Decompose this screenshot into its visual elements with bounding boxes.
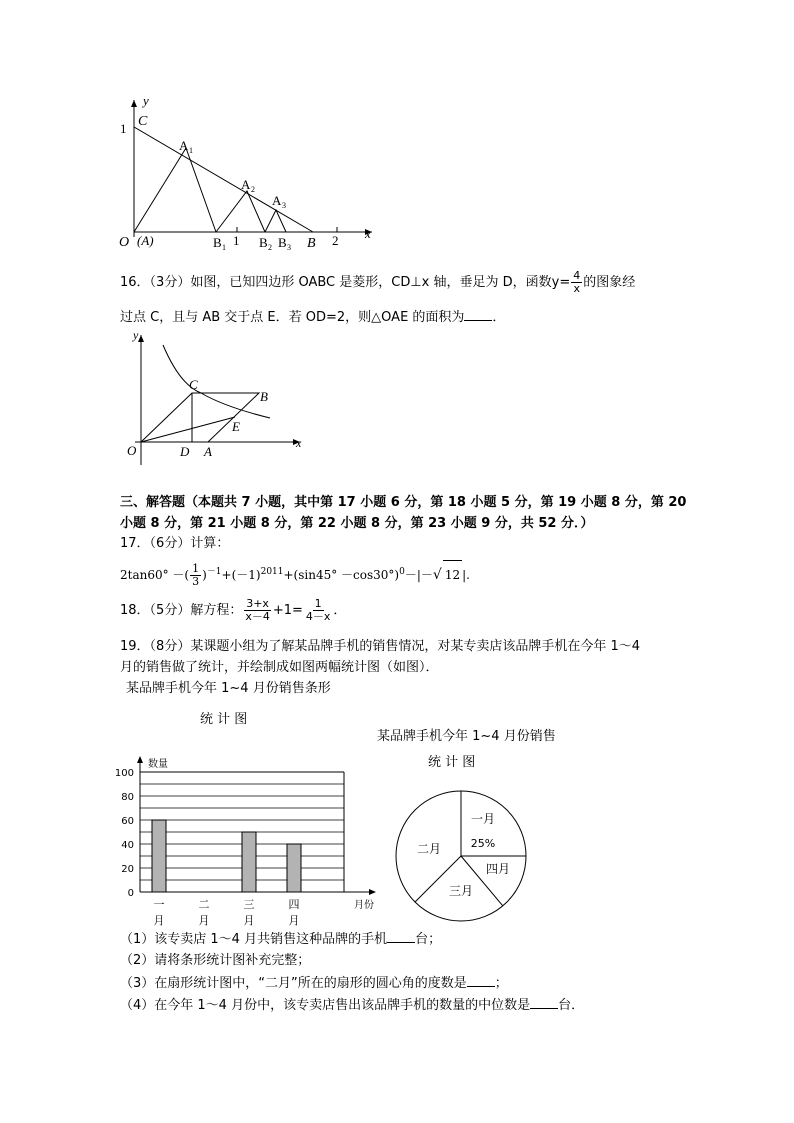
bar-4	[287, 844, 301, 892]
q19-sub1	[120, 930, 441, 949]
label-c: C	[138, 114, 148, 129]
q17-exp-2: 2011	[260, 567, 284, 577]
q16-text-4: ．	[492, 310, 506, 325]
label-e: E	[232, 419, 240, 434]
label-origin: O	[119, 235, 130, 250]
y-label: y	[133, 328, 139, 342]
pie-chart	[390, 780, 540, 930]
q18-line	[120, 598, 346, 624]
y-tick-1: 1	[120, 121, 127, 136]
q18-frac1-num: 3+x	[246, 597, 269, 610]
y-tick-label: 80	[121, 792, 134, 803]
q17-label: 17．（6分）计算：	[120, 536, 230, 551]
q16-text-2: 的图象经	[583, 275, 636, 290]
q19-line1: 19．（8分）某课题小组为了解某品牌手机的销售情况，对某专卖店该品牌手机在今年 1～4	[120, 639, 640, 654]
q16-text-1: 16．（3分）如图，已知四边形 OABC 是菱形，CD⊥x 轴，垂足为 D，函数	[120, 275, 552, 290]
q17-frac-num: 1	[192, 562, 200, 575]
bar-1	[152, 820, 166, 892]
label-b1-sub: 1	[222, 243, 226, 252]
bar-3	[242, 832, 256, 892]
q18-fraction-2	[304, 598, 333, 623]
y-axis-label: y	[143, 93, 149, 108]
triangle-1	[134, 148, 216, 232]
q17-exp-3: 0	[399, 567, 405, 577]
q17-part-3: +(－1)	[221, 568, 261, 582]
q19-sub3-blank[interactable]	[467, 974, 495, 987]
label-a1: A	[179, 138, 189, 153]
pie-slice-label: 三月	[448, 884, 474, 898]
q16-frac-num: 4	[573, 269, 581, 282]
bar-chart	[112, 752, 384, 932]
q19-sub4-blank[interactable]	[530, 996, 558, 1009]
y-tick-label: 40	[121, 840, 134, 851]
triangle-2	[216, 191, 265, 232]
label-a: A	[204, 444, 212, 459]
sqrt-icon: √	[432, 567, 442, 583]
q18-mid: +1=	[272, 603, 303, 618]
q17-part-6: |.	[462, 568, 470, 582]
label-c: C	[189, 377, 198, 392]
q19-sub2: （2）请将条形统计图补充完整；	[120, 953, 311, 968]
bar-chart-title-2: 统 计 图	[200, 712, 248, 727]
x-tick-label: 四	[288, 898, 300, 911]
q17-sqrt-value: 12	[443, 560, 462, 589]
q17-part-1: 2tan60° －(	[120, 568, 190, 582]
q19-sub1-text: （1）该专卖店 1～4 月共销售这种品牌的手机	[120, 932, 388, 947]
q16-frac-den: x	[573, 282, 580, 295]
q18-frac2-den: 4－x	[305, 610, 331, 623]
q17-fraction	[190, 563, 201, 588]
label-b2-sub: 2	[268, 243, 272, 252]
x-axis-label: x	[365, 226, 371, 241]
q19-sub4	[120, 996, 584, 1015]
label-b3-sub: 3	[287, 243, 291, 252]
q18-end: ．	[333, 603, 347, 618]
pie-slice-label: 二月	[416, 842, 442, 856]
q16-fraction	[571, 270, 582, 295]
y-tick-label: 0	[127, 888, 134, 899]
rhombus-oabc	[141, 393, 259, 442]
label-b1: B	[213, 235, 222, 250]
q17-part-4: +(sin45° －cos30°)	[283, 568, 400, 582]
tick-label-1: 1	[233, 233, 240, 248]
q18-label: 18．（5分）解方程：	[120, 603, 243, 618]
figure-rhombus	[115, 325, 310, 465]
label-a2: A	[241, 177, 251, 192]
line-cb	[134, 127, 313, 232]
q17-part-5: －|－	[404, 568, 433, 582]
figure-triangles	[110, 92, 380, 252]
pie-slice-label: 一月	[470, 812, 496, 826]
hyperbola-curve	[163, 345, 270, 418]
tick-label-2: 2	[332, 233, 339, 248]
y-tick-label: 20	[121, 864, 134, 875]
q19-sub4-end: 台．	[558, 998, 585, 1013]
y-tick-label: 60	[121, 816, 134, 827]
q19-sub1-blank[interactable]	[387, 930, 415, 943]
q17-part-2: )	[202, 568, 207, 582]
x-tick-label: 月	[243, 914, 255, 927]
q19-sub1-end: 台；	[415, 932, 442, 947]
label-a3-sub: 3	[282, 201, 286, 210]
q18-frac1-den: x－4	[245, 610, 270, 623]
y-axis-title: 数量	[148, 759, 168, 770]
bar-chart-title-1: 某品牌手机今年 1~4 月份销售条形	[126, 681, 331, 696]
q19-sub3-end: ；	[494, 976, 508, 991]
x-label: x	[296, 436, 302, 450]
x-tick-label: 三	[243, 898, 255, 911]
q16-line1	[120, 270, 635, 295]
x-tick-label: 月	[153, 914, 165, 927]
label-b: B	[307, 236, 316, 251]
section3-header-line1: 三、解答题（本题共 7 小题，其中第 17 小题 6 分，第 18 小题 5 分，第 19 小题 8 分，第 20	[120, 495, 687, 510]
x-tick-label: 月	[198, 914, 210, 927]
label-b: B	[260, 389, 268, 404]
y-axis-arrow-icon	[138, 335, 144, 342]
y-axis-arrow-icon	[131, 100, 137, 107]
label-a1-sub: 1	[189, 146, 193, 155]
label-a2-sub: 2	[251, 185, 255, 194]
q19-sub4-text: （4）在今年 1～4 月份中，该专卖店售出该品牌手机的数量的中位数是	[120, 998, 531, 1013]
label-o: O	[127, 443, 137, 458]
y-axis-arrow-icon	[137, 756, 143, 763]
q19-sub3	[120, 974, 508, 993]
pie-slice-value: 25%	[470, 837, 496, 850]
q18-frac2-num: 1	[314, 597, 322, 610]
label-a-paren: (A)	[137, 233, 154, 248]
label-b3: B	[278, 235, 287, 250]
label-b2: B	[259, 235, 268, 250]
q16-answer-blank[interactable]	[464, 308, 492, 321]
y-tick-label: 100	[114, 768, 134, 779]
label-d: D	[180, 444, 190, 459]
section3-header-line2: 小题 8 分，第 21 小题 8 分，第 22 小题 8 分，第 23 小题 9 分，共 52 分．）	[120, 516, 594, 531]
x-tick-label: 一	[153, 898, 165, 911]
q17-frac-den: 3	[192, 575, 200, 588]
q16-text-3: 过点 C，且与 AB 交于点 E．若 OD=2，则△OAE 的面积为	[120, 310, 465, 325]
q18-fraction-1	[243, 598, 272, 623]
q17-expression	[120, 558, 470, 589]
q16-func-lhs: y=	[551, 275, 571, 290]
pie-slice-label: 四月	[485, 862, 511, 876]
triangle-3	[265, 210, 286, 232]
label-a3: A	[272, 193, 282, 208]
x-axis-title: 月份	[354, 900, 374, 911]
q17-exp-1: －1	[206, 567, 222, 577]
x-axis-arrow-icon	[369, 889, 376, 895]
pie-chart-title-2: 统 计 图	[428, 755, 476, 770]
q19-sub3-text: （3）在扇形统计图中，“二月”所在的扇形的圆心角的度数是	[120, 976, 467, 991]
x-tick-label: 月	[288, 914, 300, 927]
x-tick-label: 二	[198, 898, 210, 911]
q19-line2: 月的销售做了统计，并绘制成如图两幅统计图（如图）．	[120, 660, 439, 675]
pie-chart-title-1: 某品牌手机今年 1~4 月份销售	[377, 729, 556, 744]
